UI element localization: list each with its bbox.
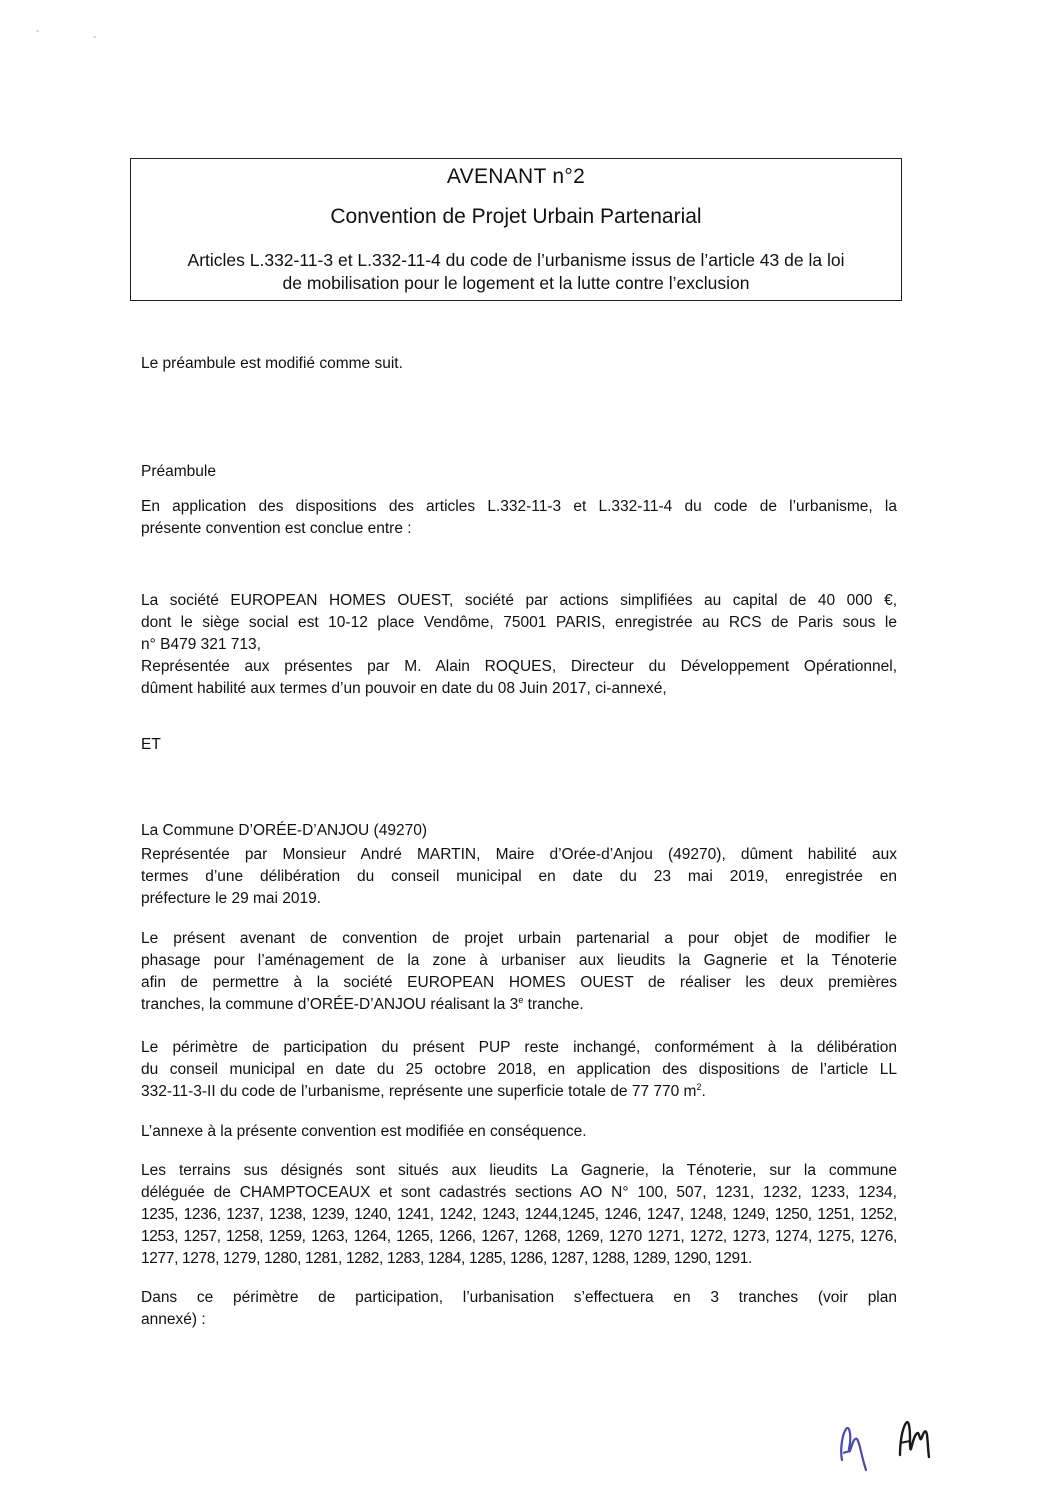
handwritten-initials-icon [830,1415,980,1475]
paragraph-line: La société EUROPEAN HOMES OUEST, société par actions simplifiées au capital de 40 000 €, [141,592,897,609]
paragraph-line [141,994,897,1016]
preamble-heading: Préambule [141,463,216,480]
text-run: 332-11-3-II du code de l’urbanisme, représente une superficie totale de 77 770 m [141,1083,697,1100]
superscript: e [518,994,524,1005]
text-run: tranche. [523,996,584,1013]
legal-reference [139,249,893,295]
paragraph-line: déléguée de CHAMPTOCEAUX et sont cadastrés sections AO N° 100, 507, 1231, 1232, 1233, 1234, [141,1184,897,1201]
intro-sentence: Le préambule est modifié comme suit. [141,355,403,372]
paragraph-line: n° B479 321 713, [141,636,261,653]
superscript: 2 [696,1081,702,1092]
paragraph-line [141,1081,897,1103]
paragraph-line: 1277, 1278, 1279, 1280, 1281, 1282, 1283, 1284, 1285, 1286, 1287, 1288, 1289, 1290, 1291. [141,1250,752,1267]
paragraph-line: afin de permettre à la société EUROPEAN HOMES OUEST de réaliser les deux premières [141,974,897,991]
paragraph-line: 1253, 1257, 1258, 1259, 1263, 1264, 1265, 1266, 1267, 1268, 1269, 1270 1271, 1272, 1273, 1274, 1275, 1276, [141,1228,897,1245]
paragraph-line: termes d’une délibération du conseil municipal en date du 23 mai 2019, enregistrée en [141,868,897,885]
initials-signatures [830,1415,980,1475]
legal-reference-line: Articles L.332-11-3 et L.332-11-4 du code de l’urbanisme issus de l’article 43 de la loi [187,250,845,270]
paragraph-line: du conseil municipal en date du 25 octobre 2018, en application des dispositions de l’article LL [141,1061,897,1078]
annex-note: L’annexe à la présente convention est modifiée en conséquence. [141,1123,587,1140]
text-run: . [701,1083,706,1100]
document-title: AVENANT n°2 [446,165,586,188]
tranches-paragraph [141,1287,897,1331]
amendment-object [141,928,897,1016]
paragraph-line: Le présent avenant de convention de projet urbain partenarial a pour objet de modifier le [141,930,897,947]
scan-artifact [36,30,39,32]
paragraph-line: présente convention est conclue entre : [141,520,412,537]
scan-artifact [93,36,96,38]
paragraph-line: Les terrains sus désignés sont situés aux lieudits La Gagnerie, la Ténoterie, sur la commune [141,1162,897,1179]
party-commune [141,844,897,910]
paragraph-line: préfecture le 29 mai 2019. [141,890,322,907]
party-commune-heading: La Commune D’ORÉE-D’ANJOU (49270) [141,822,427,839]
text-run: tranches, la commune d’ORÉE-D’ANJOU réalisant la 3 [141,996,519,1013]
legal-reference-line: de mobilisation pour le logement et la lutte contre l’exclusion [282,273,750,293]
party-european-homes [141,590,897,700]
perimeter-paragraph [141,1037,897,1103]
terrains-paragraph [141,1160,897,1270]
paragraph-line: Représentée par Monsieur André MARTIN, Maire d’Orée-d’Anjou (49270), dûment habilité aux [141,846,897,863]
paragraph-line: dont le siège social est 10-12 place Vendôme, 75001 PARIS, enregistrée au RCS de Paris sous le [141,614,897,631]
paragraph-line: Dans ce périmètre de participation, l’urbanisation s’effectuera en 3 tranches (voir plan [141,1289,897,1306]
paragraph-line: 1235, 1236, 1237, 1238, 1239, 1240, 1241, 1242, 1243, 1244,1245, 1246, 1247, 1248, 1249, 1250, 1251, 1252, [141,1206,897,1223]
paragraph-line: annexé) : [141,1311,206,1328]
paragraph-line: dûment habilité aux termes d’un pouvoir en date du 08 Juin 2017, ci-annexé, [141,680,667,697]
conjunction-et: ET [141,736,161,753]
document-subtitle: Convention de Projet Urbain Partenarial [330,205,702,228]
preamble-paragraph [141,496,897,540]
title-box [130,158,902,301]
paragraph-line: Représentée aux présentes par M. Alain ROQUES, Directeur du Développement Opérationnel, [141,658,897,675]
paragraph-line: Le périmètre de participation du présent PUP reste inchangé, conformément à la délibération [141,1039,897,1056]
paragraph-line: phasage pour l’aménagement de la zone à urbaniser aux lieudits la Gagnerie et la Ténoterie [141,952,897,969]
paragraph-line: En application des dispositions des articles L.332-11-3 et L.332-11-4 du code de l’urbanisme, la [141,498,897,515]
